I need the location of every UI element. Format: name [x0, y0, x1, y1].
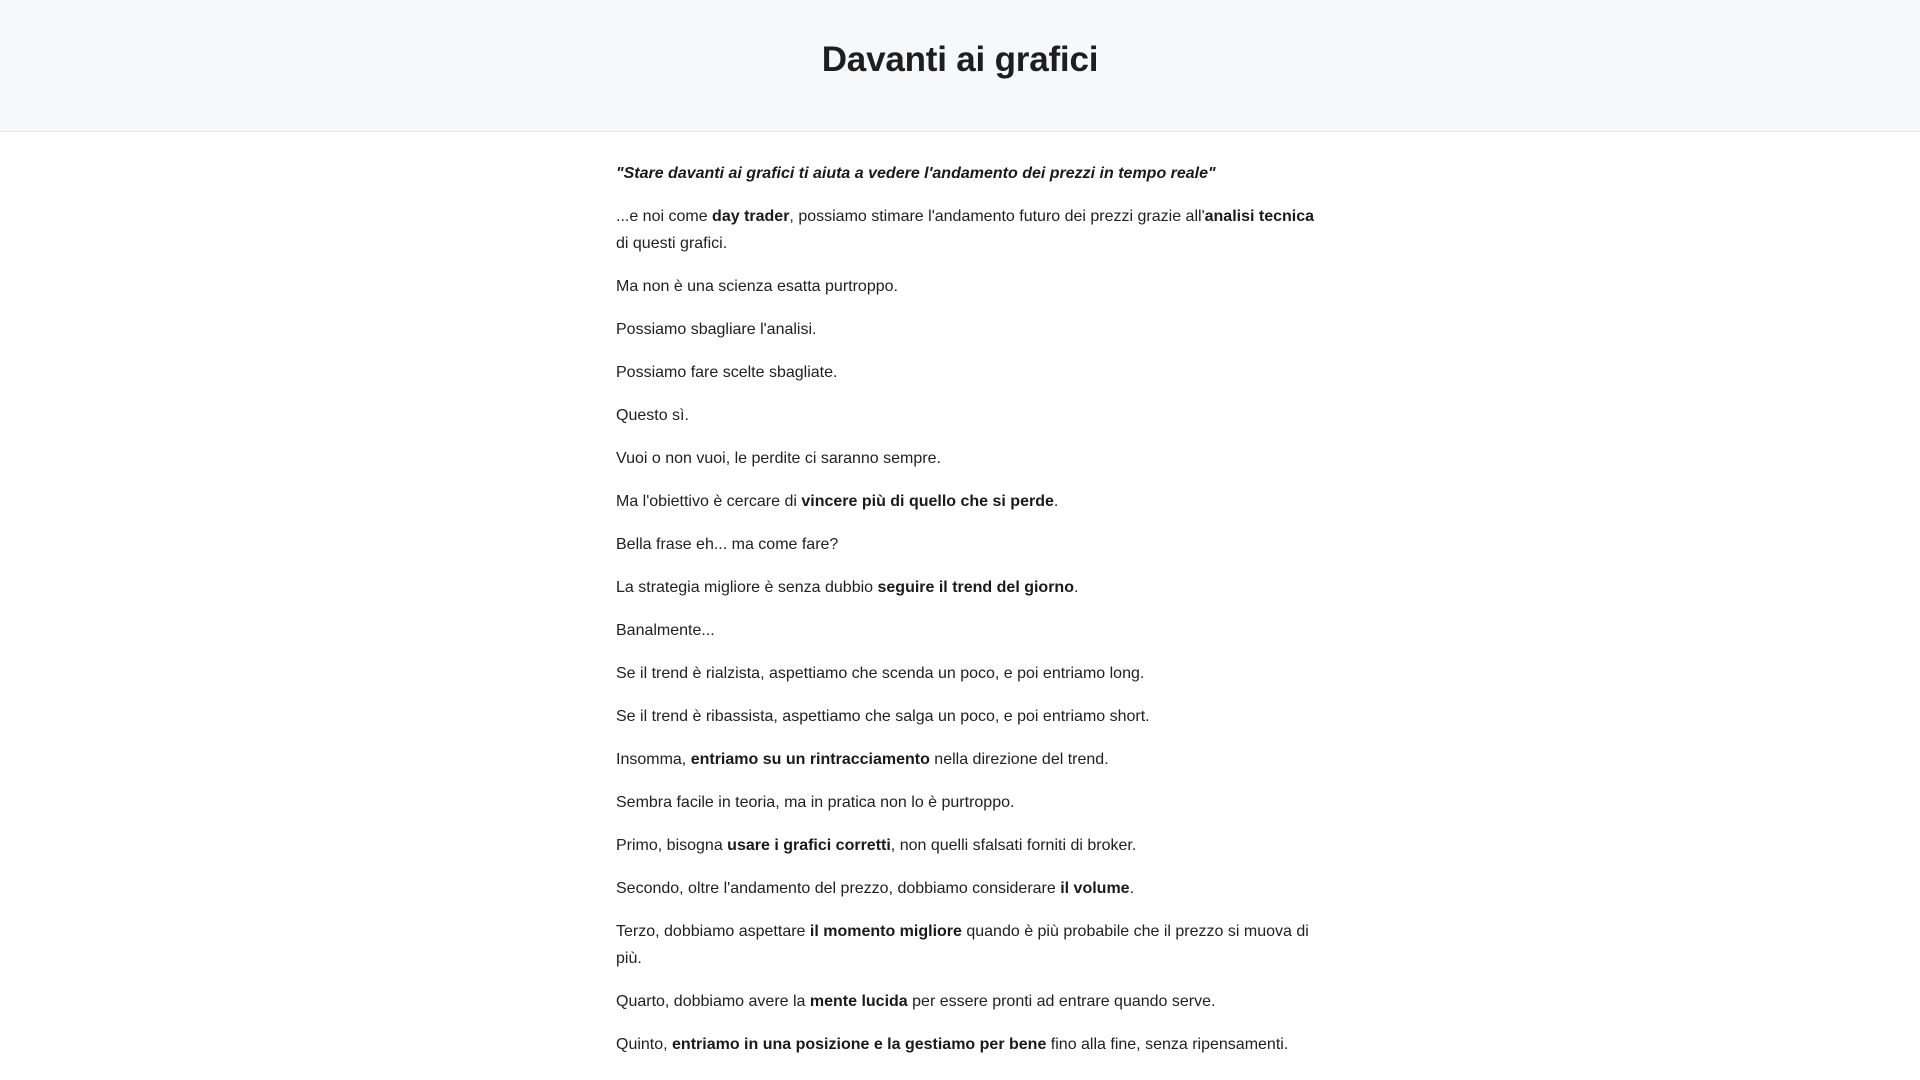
- paragraph-text: .: [1073, 579, 1079, 596]
- paragraph-text: Vuoi o non vuoi, le perdite ci saranno sempre.: [616, 450, 941, 467]
- article-paragraph: [616, 988, 1316, 1015]
- article-paragraph: [616, 445, 1316, 472]
- paragraph-text: La strategia migliore è senza dubbio: [616, 579, 878, 596]
- paragraph-text: Insomma,: [616, 751, 691, 768]
- page-title: Davanti ai grafici: [821, 39, 1099, 79]
- article-paragraph: [616, 789, 1316, 816]
- intro-quote: [616, 160, 1316, 187]
- paragraph-text: , non quelli sfalsati forniti di broker.: [890, 837, 1137, 854]
- article-paragraph: [616, 203, 1316, 257]
- article-paragraph: [616, 660, 1316, 687]
- paragraph-text: di questi grafici.: [616, 235, 728, 252]
- emphasis-text: il momento migliore: [809, 923, 962, 940]
- emphasis-text: usare i grafici corretti: [727, 837, 891, 854]
- paragraph-text: ...e noi come: [616, 208, 713, 225]
- paragraph-text: Ma l'obiettivo è cercare di: [616, 493, 802, 510]
- paragraph-text: Ma non è una scienza esatta purtroppo.: [616, 278, 898, 295]
- emphasis-text: seguire il trend del giorno: [877, 579, 1074, 596]
- page-header: [0, 0, 1920, 132]
- paragraph-text: Possiamo sbagliare l'analisi.: [616, 321, 817, 338]
- article-paragraph: [616, 703, 1316, 730]
- emphasis-text: il volume: [1060, 880, 1130, 897]
- article-paragraph: [616, 488, 1316, 515]
- emphasis-text: day trader: [712, 208, 790, 225]
- paragraph-text: fino alla fine, senza ripensamenti.: [1046, 1036, 1289, 1053]
- paragraph-text: Banalmente...: [616, 622, 715, 639]
- emphasis-text: mente lucida: [809, 993, 908, 1010]
- paragraph-text: Terzo, dobbiamo aspettare: [616, 923, 810, 940]
- paragraph-text: Sembra facile in teoria, ma in pratica non lo è purtroppo.: [616, 794, 1015, 811]
- emphasis-text: entriamo su un rintracciamento: [690, 751, 930, 768]
- paragraph-text: per essere pronti ad entrare quando serve.: [907, 993, 1216, 1010]
- paragraph-text: , possiamo stimare l'andamento futuro dei prezzi grazie all': [789, 208, 1205, 225]
- emphasis-text: vincere più di quello che si perde: [801, 493, 1054, 510]
- article-body: [616, 132, 1316, 1058]
- article-paragraph: [616, 617, 1316, 644]
- article-paragraph: [616, 832, 1316, 859]
- paragraph-text: .: [1053, 493, 1059, 510]
- article-paragraph: [616, 875, 1316, 902]
- article-paragraph: [616, 402, 1316, 429]
- article-paragraph: [616, 1031, 1316, 1058]
- paragraph-text: .: [1129, 880, 1135, 897]
- paragraph-text: quando è più probabile che il prezzo si muova di più.: [616, 923, 1309, 967]
- paragraph-text: Bella frase eh... ma come fare?: [616, 536, 839, 553]
- paragraph-text: Secondo, oltre l'andamento del prezzo, dobbiamo considerare: [616, 880, 1061, 897]
- paragraph-text: Possiamo fare scelte sbagliate.: [616, 364, 838, 381]
- article-paragraph: [616, 316, 1316, 343]
- paragraph-text: Questo sì.: [616, 407, 689, 424]
- paragraph-text: Primo, bisogna: [616, 837, 728, 854]
- paragraph-text: Quinto,: [616, 1036, 673, 1053]
- paragraph-text: Se il trend è rialzista, aspettiamo che scenda un poco, e poi entriamo long.: [616, 665, 1145, 682]
- paragraph-text: nella direzione del trend.: [929, 751, 1109, 768]
- article-paragraph: [616, 531, 1316, 558]
- article-paragraph: [616, 746, 1316, 773]
- paragraph-text: Se il trend è ribassista, aspettiamo che salga un poco, e poi entriamo short.: [616, 708, 1150, 725]
- article-paragraph: [616, 574, 1316, 601]
- article-paragraph: [616, 273, 1316, 300]
- emphasis-text: "Stare davanti ai grafici ti aiuta a vedere l'andamento dei prezzi in tempo reale": [616, 165, 1216, 182]
- article-paragraph: [616, 359, 1316, 386]
- emphasis-text: entriamo in una posizione e la gestiamo per bene: [672, 1036, 1047, 1053]
- emphasis-text: analisi tecnica: [1204, 208, 1315, 225]
- paragraph-text: Quarto, dobbiamo avere la: [616, 993, 810, 1010]
- article-paragraph: [616, 918, 1316, 972]
